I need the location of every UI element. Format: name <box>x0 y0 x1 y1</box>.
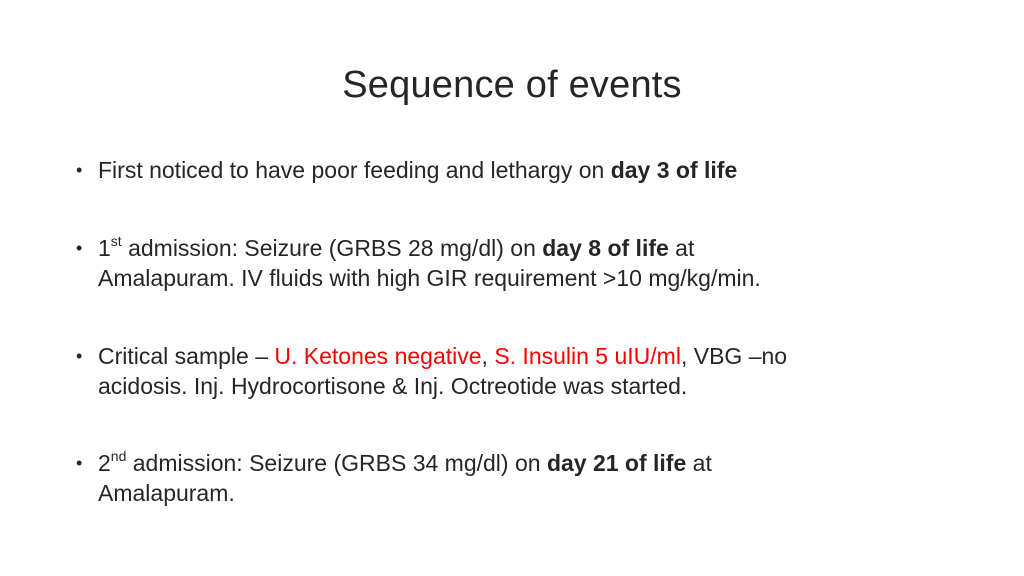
bullet-icon: • <box>76 346 83 366</box>
bullet-text: 1st admission: Seizure (GRBS 28 mg/dl) on day 8 of life at Amalapuram. IV fluids with high GIR requirement >10 mg/kg/min. <box>98 233 761 291</box>
bullet-text: 2nd admission: Seizure (GRBS 34 mg/dl) on day 21 of life at Amalapuram. <box>98 448 712 506</box>
ordinal-suffix: st <box>110 233 122 250</box>
highlight-text-ketones: U. Ketones negative <box>274 343 482 369</box>
bullet-icon: • <box>76 238 83 258</box>
bullet-text: Critical sample – U. Ketones negative, S. Insulin 5 uIU/ml, VBG –no acidosis. Inj. Hydrocortisone & Inj. Octreotide was started. <box>98 343 788 399</box>
bullet-icon: • <box>76 453 83 473</box>
bullet-item-3 <box>76 341 956 401</box>
ordinal-suffix: nd <box>110 448 127 465</box>
bullet-item-4 <box>76 448 956 508</box>
bullet-icon: • <box>76 160 83 180</box>
bullet-item-1 <box>76 155 956 185</box>
slide-title: Sequence of events <box>342 64 682 106</box>
emphasis-text: day 8 of life <box>542 235 669 261</box>
emphasis-text: day 21 of life <box>546 450 687 476</box>
emphasis-text: day 3 of life <box>610 157 738 183</box>
highlight-text-insulin: S. Insulin 5 uIU/ml <box>494 343 681 369</box>
bullet-text: First noticed to have poor feeding and lethargy on day 3 of life <box>98 157 738 183</box>
bullet-item-2 <box>76 233 956 293</box>
